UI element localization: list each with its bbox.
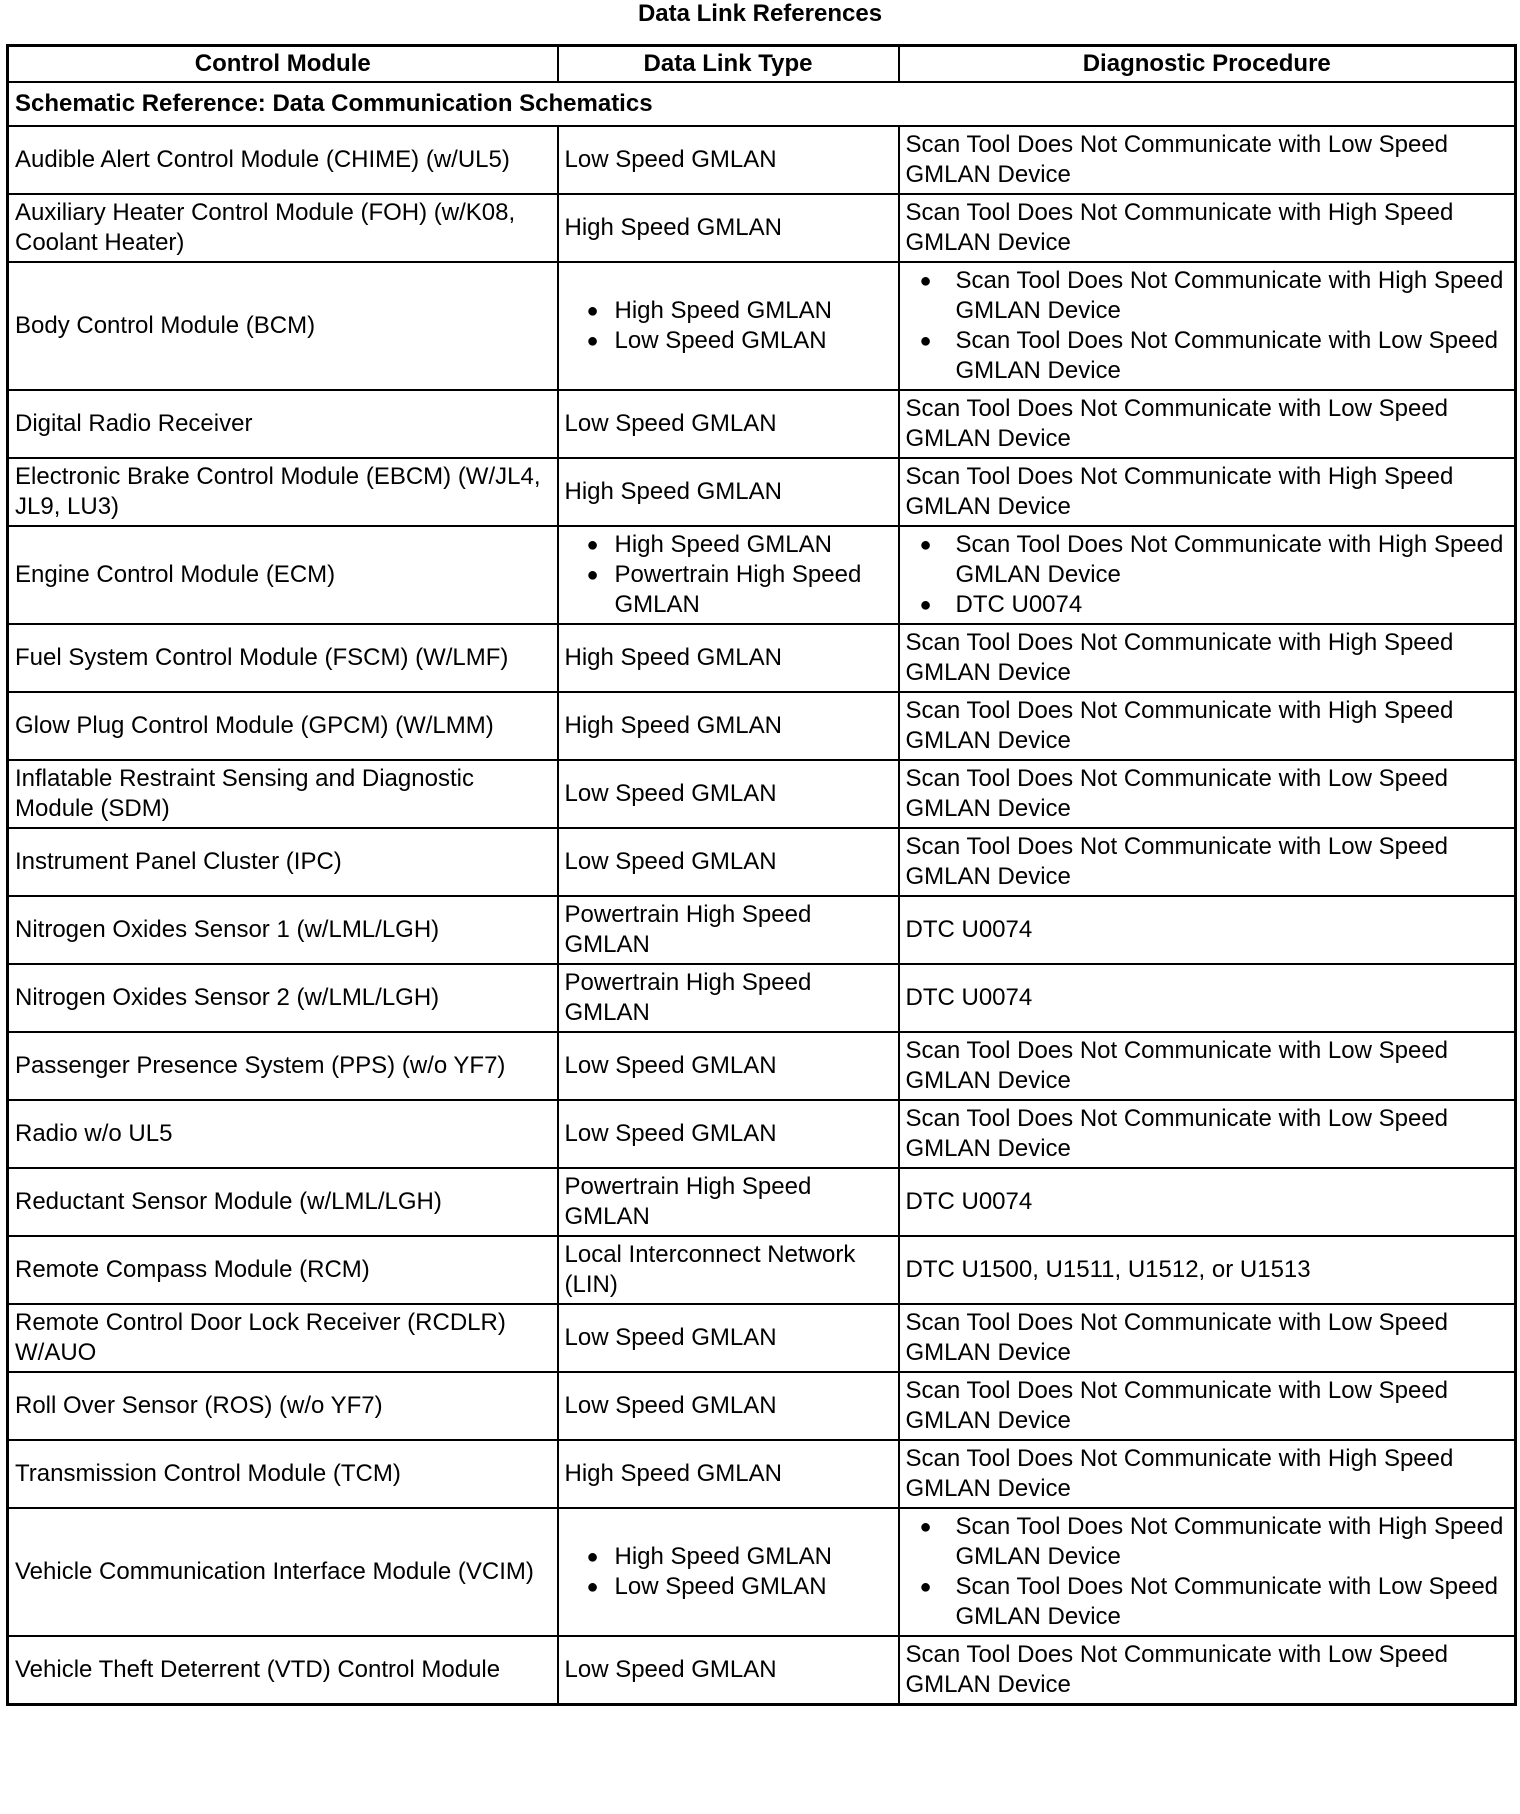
header-data-link-type: Data Link Type (558, 46, 899, 83)
diagnostic-procedure-cell: Scan Tool Does Not Communicate with Low Speed GMLAN Device (899, 828, 1516, 896)
diagnostic-procedure-cell: Scan Tool Does Not Communicate with Low Speed GMLAN Device (899, 1304, 1516, 1372)
control-module-cell: Passenger Presence System (PPS) (w/o YF7) (8, 1032, 558, 1100)
header-control-module: Control Module (8, 46, 558, 83)
data-link-type-cell: Powertrain High Speed GMLAN (558, 1168, 899, 1236)
section-row (8, 82, 1516, 126)
control-module-cell: Instrument Panel Cluster (IPC) (8, 828, 558, 896)
data-link-type-cell: Low Speed GMLAN (558, 760, 899, 828)
diagnostic-bullet-item: ● Scan Tool Does Not Communicate with High Speed GMLAN Device (906, 266, 1509, 326)
table-row (8, 194, 1516, 262)
data-link-type-cell (558, 1508, 899, 1636)
data-link-type-cell: Local Interconnect Network (LIN) (558, 1236, 899, 1304)
table-row (8, 692, 1516, 760)
table-row (8, 526, 1516, 624)
control-module-cell: Vehicle Communication Interface Module (VCIM) (8, 1508, 558, 1636)
diagnostic-procedure-cell: DTC U0074 (899, 896, 1516, 964)
control-module-cell: Engine Control Module (ECM) (8, 526, 558, 624)
table-row (8, 1508, 1516, 1636)
section-heading: Schematic Reference: Data Communication Schematics (8, 82, 1516, 126)
data-link-bullet-item: ● Low Speed GMLAN (565, 326, 892, 356)
diagnostic-procedure-cell: Scan Tool Does Not Communicate with Low Speed GMLAN Device (899, 1636, 1516, 1705)
control-module-cell: Nitrogen Oxides Sensor 1 (w/LML/LGH) (8, 896, 558, 964)
diagnostic-bullet-item: ● DTC U0074 (906, 590, 1509, 620)
control-module-cell: Vehicle Theft Deterrent (VTD) Control Module (8, 1636, 558, 1705)
table-row (8, 624, 1516, 692)
table-row (8, 262, 1516, 390)
table-row (8, 828, 1516, 896)
page-title: Data Link References (637, 0, 883, 27)
table-row (8, 896, 1516, 964)
diagnostic-bullet-item: ● Scan Tool Does Not Communicate with Low Speed GMLAN Device (906, 1572, 1509, 1632)
data-link-type-cell: Low Speed GMLAN (558, 390, 899, 458)
table-row (8, 760, 1516, 828)
header-diagnostic-procedure: Diagnostic Procedure (899, 46, 1516, 83)
data-link-type-cell: High Speed GMLAN (558, 692, 899, 760)
diagnostic-bullet-item: ● Scan Tool Does Not Communicate with Low Speed GMLAN Device (906, 326, 1509, 386)
data-link-type-cell: Low Speed GMLAN (558, 1100, 899, 1168)
control-module-cell: Glow Plug Control Module (GPCM) (W/LMM) (8, 692, 558, 760)
diagnostic-procedure-cell: Scan Tool Does Not Communicate with Low Speed GMLAN Device (899, 760, 1516, 828)
data-link-table (6, 44, 1517, 1706)
diagnostic-list (906, 530, 1509, 620)
data-link-type-cell: Low Speed GMLAN (558, 1372, 899, 1440)
table-row (8, 1100, 1516, 1168)
diagnostic-procedure-cell: Scan Tool Does Not Communicate with High Speed GMLAN Device (899, 624, 1516, 692)
data-link-type-cell: Low Speed GMLAN (558, 1636, 899, 1705)
diagnostic-procedure-cell: Scan Tool Does Not Communicate with Low Speed GMLAN Device (899, 1032, 1516, 1100)
data-link-list (565, 530, 892, 620)
table-row (8, 126, 1516, 194)
control-module-cell: Audible Alert Control Module (CHIME) (w/UL5) (8, 126, 558, 194)
diagnostic-bullet-item: ● Scan Tool Does Not Communicate with High Speed GMLAN Device (906, 1512, 1509, 1572)
diagnostic-procedure-cell: Scan Tool Does Not Communicate with High Speed GMLAN Device (899, 1440, 1516, 1508)
control-module-cell: Digital Radio Receiver (8, 390, 558, 458)
diagnostic-procedure-cell: Scan Tool Does Not Communicate with High Speed GMLAN Device (899, 458, 1516, 526)
control-module-cell: Inflatable Restraint Sensing and Diagnostic Module (SDM) (8, 760, 558, 828)
diagnostic-procedure-cell: Scan Tool Does Not Communicate with High Speed GMLAN Device (899, 194, 1516, 262)
table-row (8, 1304, 1516, 1372)
table-row (8, 458, 1516, 526)
diagnostic-procedure-cell (899, 1508, 1516, 1636)
control-module-cell: Transmission Control Module (TCM) (8, 1440, 558, 1508)
control-module-cell: Remote Compass Module (RCM) (8, 1236, 558, 1304)
data-link-type-cell: High Speed GMLAN (558, 458, 899, 526)
table-row (8, 964, 1516, 1032)
data-link-type-cell: High Speed GMLAN (558, 1440, 899, 1508)
diagnostic-procedure-cell: DTC U0074 (899, 964, 1516, 1032)
data-link-bullet-item: ● High Speed GMLAN (565, 530, 892, 560)
diagnostic-procedure-cell (899, 526, 1516, 624)
table-row (8, 390, 1516, 458)
diagnostic-procedure-cell (899, 262, 1516, 390)
table-row (8, 1440, 1516, 1508)
data-link-list (565, 1542, 892, 1602)
data-link-bullet-item: ● Powertrain High Speed GMLAN (565, 560, 892, 620)
table-row (8, 1168, 1516, 1236)
diagnostic-procedure-cell: Scan Tool Does Not Communicate with Low Speed GMLAN Device (899, 390, 1516, 458)
diagnostic-list (906, 1512, 1509, 1632)
diagnostic-procedure-cell: DTC U1500, U1511, U1512, or U1513 (899, 1236, 1516, 1304)
diagnostic-bullet-item: ● Scan Tool Does Not Communicate with High Speed GMLAN Device (906, 530, 1509, 590)
control-module-cell: Roll Over Sensor (ROS) (w/o YF7) (8, 1372, 558, 1440)
data-link-list (565, 296, 892, 356)
data-link-bullet-item: ● Low Speed GMLAN (565, 1572, 892, 1602)
diagnostic-procedure-cell: Scan Tool Does Not Communicate with High Speed GMLAN Device (899, 692, 1516, 760)
data-link-type-cell: Low Speed GMLAN (558, 126, 899, 194)
control-module-cell: Auxiliary Heater Control Module (FOH) (w/K08, Coolant Heater) (8, 194, 558, 262)
data-link-type-cell (558, 262, 899, 390)
data-link-bullet-item: ● High Speed GMLAN (565, 1542, 892, 1572)
data-link-type-cell: High Speed GMLAN (558, 194, 899, 262)
table-row (8, 1372, 1516, 1440)
data-link-bullet-item: ● High Speed GMLAN (565, 296, 892, 326)
control-module-cell: Remote Control Door Lock Receiver (RCDLR) W/AUO (8, 1304, 558, 1372)
header-row (8, 46, 1516, 83)
control-module-cell: Fuel System Control Module (FSCM) (W/LMF) (8, 624, 558, 692)
data-link-type-cell: Low Speed GMLAN (558, 828, 899, 896)
control-module-cell: Electronic Brake Control Module (EBCM) (W/JL4, JL9, LU3) (8, 458, 558, 526)
control-module-cell: Body Control Module (BCM) (8, 262, 558, 390)
table-row (8, 1032, 1516, 1100)
data-link-type-cell (558, 526, 899, 624)
control-module-cell: Nitrogen Oxides Sensor 2 (w/LML/LGH) (8, 964, 558, 1032)
diagnostic-procedure-cell: DTC U0074 (899, 1168, 1516, 1236)
control-module-cell: Reductant Sensor Module (w/LML/LGH) (8, 1168, 558, 1236)
diagnostic-procedure-cell: Scan Tool Does Not Communicate with Low Speed GMLAN Device (899, 126, 1516, 194)
table-row (8, 1636, 1516, 1705)
diagnostic-list (906, 266, 1509, 386)
control-module-cell: Radio w/o UL5 (8, 1100, 558, 1168)
data-link-type-cell: Powertrain High Speed GMLAN (558, 896, 899, 964)
table-row (8, 1236, 1516, 1304)
data-link-type-cell: High Speed GMLAN (558, 624, 899, 692)
data-link-type-cell: Powertrain High Speed GMLAN (558, 964, 899, 1032)
diagnostic-procedure-cell: Scan Tool Does Not Communicate with Low Speed GMLAN Device (899, 1100, 1516, 1168)
data-link-type-cell: Low Speed GMLAN (558, 1304, 899, 1372)
data-link-type-cell: Low Speed GMLAN (558, 1032, 899, 1100)
diagnostic-procedure-cell: Scan Tool Does Not Communicate with Low Speed GMLAN Device (899, 1372, 1516, 1440)
